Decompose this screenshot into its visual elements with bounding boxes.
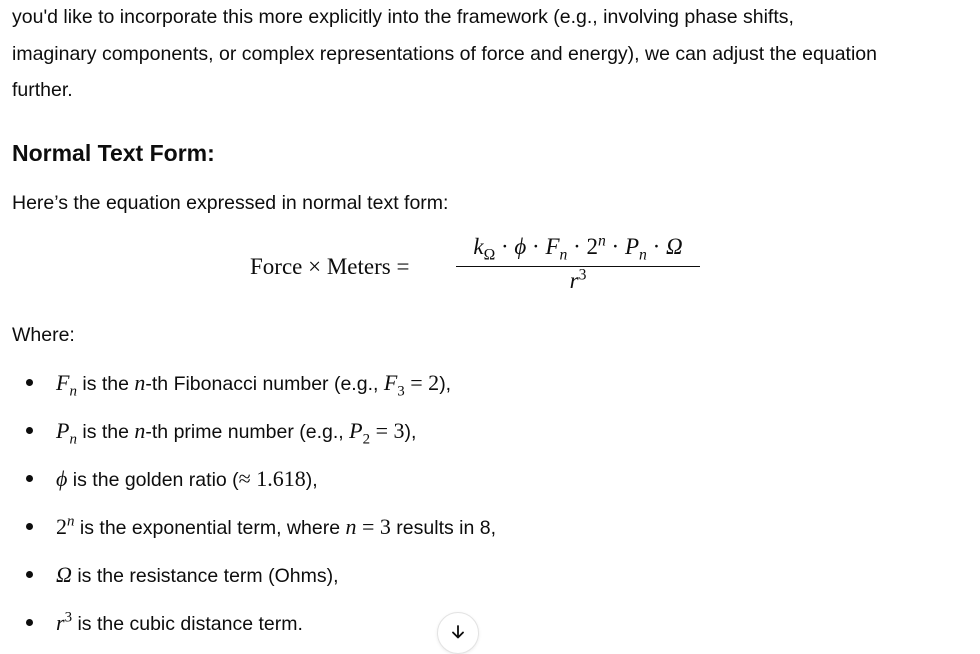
list-item <box>12 366 712 414</box>
scroll-to-bottom-button[interactable] <box>437 612 479 654</box>
math-var: n <box>134 370 146 395</box>
symbol: F <box>56 370 70 395</box>
intro-line-2: imaginary components, or complex representations of force and energy), we can adjust the equation <box>12 42 877 65</box>
dot-operator: · <box>611 234 620 259</box>
equation-word-meters: Meters <box>326 254 391 279</box>
item-text: ), <box>404 421 417 443</box>
superscript: n <box>597 232 606 250</box>
list-item <box>12 606 712 654</box>
where-label: Where: <box>12 324 75 346</box>
dot-operator: · <box>532 234 540 259</box>
symbol: Ω <box>56 562 72 587</box>
symbol: ϕ <box>56 466 68 491</box>
superscript: n <box>67 513 75 530</box>
arrow-down-icon <box>450 624 466 640</box>
item-text: -th prime number (e.g., <box>145 421 350 443</box>
math-var: r <box>569 268 579 293</box>
fraction-numerator <box>456 232 700 262</box>
subscript: n <box>69 431 77 448</box>
math-expr: = 3 <box>370 418 405 443</box>
math-var: k <box>473 234 484 259</box>
math-var: n <box>134 418 146 443</box>
equals-symbol: = <box>396 254 410 279</box>
superscript: 3 <box>64 609 73 626</box>
intro-paragraph <box>12 0 972 109</box>
symbol: P <box>56 418 70 443</box>
list-item <box>12 558 712 606</box>
item-text: is the cubic distance term. <box>72 613 303 635</box>
times-symbol: × <box>308 254 322 279</box>
definition-list <box>12 366 712 654</box>
intro-line-1: you'd like to incorporate this more explicitly into the framework (e.g., involving phase shifts, <box>12 6 794 28</box>
item-text: is the exponential term, where <box>74 517 346 539</box>
equation-lhs <box>250 254 409 280</box>
math-var: Ω <box>666 234 683 259</box>
dot-operator: · <box>652 234 661 259</box>
math-var: P <box>624 234 640 259</box>
subscript: 3 <box>397 383 405 400</box>
item-text: is the <box>76 421 135 443</box>
equation-fraction <box>456 232 700 295</box>
subscript: 2 <box>362 431 371 448</box>
item-text: ), <box>439 373 452 395</box>
subscript: n <box>559 246 568 264</box>
list-item <box>12 462 712 510</box>
bullet-icon <box>26 427 33 434</box>
section-heading: Normal Text Form: <box>12 140 215 166</box>
description-paragraph: Here’s the equation expressed in normal text form: <box>12 192 449 214</box>
dot-operator: · <box>573 234 581 259</box>
item-text: results in 8, <box>390 517 497 539</box>
intro-line-3: further. <box>12 79 73 101</box>
bullet-icon <box>26 523 33 530</box>
math-expr: = 3 <box>356 514 391 539</box>
list-item <box>12 510 712 558</box>
math-var: F <box>545 234 560 259</box>
item-text: -th Fibonacci number (e.g., <box>145 373 384 395</box>
display-equation <box>250 232 710 302</box>
math-num: 2 <box>586 234 598 259</box>
symbol: r <box>56 610 65 635</box>
subscript: n <box>639 246 647 264</box>
math-var: ϕ <box>514 234 527 259</box>
equation-word-force: Force <box>250 254 303 279</box>
bullet-icon <box>26 475 33 482</box>
bullet-icon <box>26 619 33 626</box>
superscript: 3 <box>578 266 587 284</box>
list-item <box>12 414 712 462</box>
dot-operator: · <box>500 234 509 259</box>
item-text: is the resistance term (Ohms), <box>71 565 339 587</box>
math-var: n <box>345 514 357 539</box>
item-text: ), <box>305 469 318 491</box>
subscript: n <box>69 383 77 400</box>
math-var: P <box>349 418 363 443</box>
subscript: Ω <box>483 246 496 264</box>
math-var: F <box>383 370 398 395</box>
math-expr: ≈ 1.618 <box>238 466 306 491</box>
fraction-denominator <box>456 267 700 295</box>
symbol: 2 <box>56 514 67 539</box>
bullet-icon <box>26 379 33 386</box>
item-text: is the golden ratio ( <box>67 469 239 491</box>
math-expr: = 2 <box>404 370 440 395</box>
bullet-icon <box>26 571 33 578</box>
item-text: is the <box>76 373 135 395</box>
